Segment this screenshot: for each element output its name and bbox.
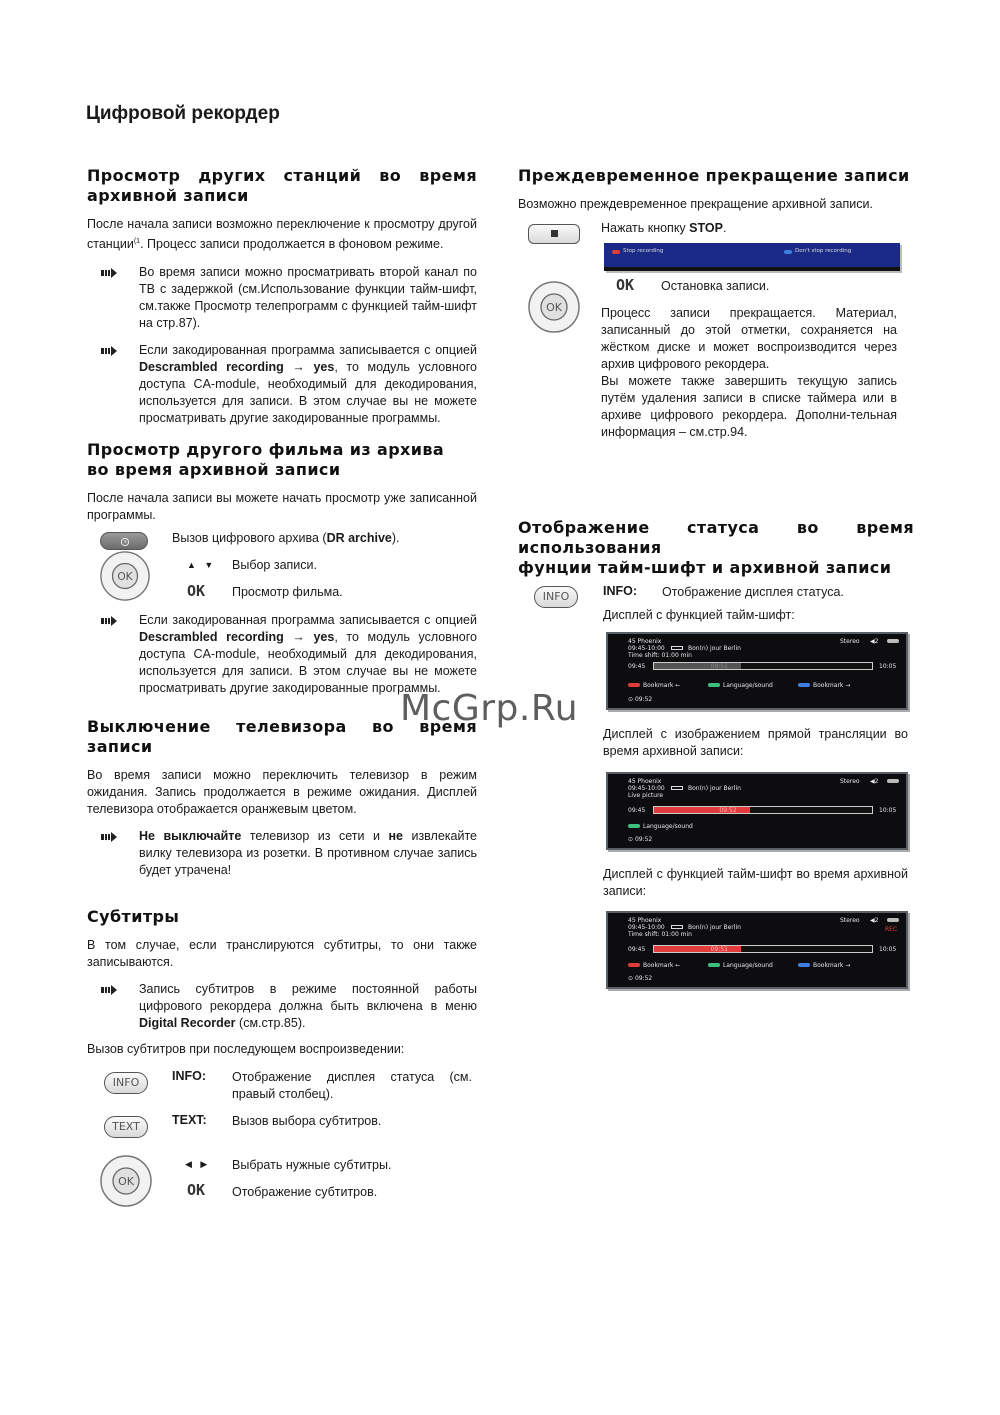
section-title-other-stations — [87, 166, 477, 206]
stereo-label: Stereo — [840, 638, 860, 645]
stop-button[interactable] — [528, 224, 580, 244]
record-bar-icon — [671, 786, 683, 790]
start-time: 09:45 — [628, 663, 646, 670]
text: yes — [313, 360, 335, 375]
intro-paragraph: Во время записи можно переключить телевизор в режим ожидания. Запись продолжается в режиме ожидания. Дисплей телевизора отображается оранжевым цветом. — [87, 768, 477, 817]
clock: ⊙ 09:52 — [628, 836, 653, 843]
row-text: Остановка записи. — [661, 279, 770, 293]
program-title: Bon(n) jour Berlin — [688, 785, 741, 792]
text: Descrambled recording — [139, 360, 284, 375]
text: (см.стр.85). — [235, 1016, 306, 1031]
up-down-keys: ▲ ▼ — [187, 560, 217, 571]
note — [87, 342, 477, 427]
note-text: Во время записи можно просматривать второй канал по ТВ с задержкой (см.Использование функции тайм-шифт, см.также Просмотр телепрограмм с функцией тайм-шифт на стр.87). — [139, 265, 477, 331]
red-key-icon — [628, 683, 640, 687]
text: Если закодированная программа записывается с опцией — [139, 613, 477, 628]
subtitle-call-text: Вызов субтитров при последующем воспроизведении: — [87, 1042, 405, 1057]
channel-name: 45 Phoenix — [628, 917, 662, 924]
progress-bar — [653, 945, 873, 953]
arrow-note-icon — [101, 268, 117, 278]
row-text: Отображение дисплея статуса (см. правый столбец). — [232, 1070, 472, 1102]
green-key-icon — [708, 683, 720, 687]
text: Digital Recorder — [139, 1016, 236, 1031]
text-key-label: TEXT: — [172, 1113, 207, 1128]
channel-name: 45 Phoenix — [628, 638, 662, 645]
watermark: McGrp.Ru — [400, 688, 579, 729]
stop-icon — [551, 230, 558, 237]
arrow-glyph: → — [292, 630, 305, 645]
text: Нажать кнопку — [601, 221, 690, 235]
dont-stop-option[interactable]: Don't stop recording — [795, 248, 852, 254]
end-time: 10:05 — [879, 946, 897, 953]
time-range: 09:45-10:00 — [628, 924, 665, 931]
note — [87, 264, 477, 332]
end-time: 10:05 — [879, 663, 897, 670]
progress-fill — [654, 663, 741, 669]
stop-section — [518, 218, 914, 468]
live-picture-label: Live picture — [628, 792, 664, 799]
text-button[interactable]: TEXT — [104, 1116, 148, 1138]
speaker-icon: ◀2 — [870, 638, 879, 645]
text: Descrambled recording — [139, 630, 284, 645]
title-line: Просмотр других станций во время — [87, 166, 477, 185]
svg-text:OK: OK — [546, 301, 562, 314]
text: извлекайте вилку телевизора из розетки. В противном случае запись будет утрачена! — [139, 829, 477, 878]
section-title-status — [518, 518, 914, 578]
program-title: Bon(n) jour Berlin — [688, 924, 741, 931]
text: Запись субтитров в режиме постоянной работы цифрового рекордера должна быть включена в меню — [139, 982, 477, 1014]
ok-key-label: OK — [187, 1181, 206, 1200]
text: телевизор из сети и — [241, 829, 389, 844]
note — [87, 828, 477, 879]
row-text: Отображение дисплея статуса. — [662, 585, 844, 599]
time-range: 09:45-10:00 — [628, 785, 665, 792]
green-key-icon — [708, 963, 720, 967]
dr-archive-button[interactable] — [100, 532, 148, 550]
stop-confirm-bar — [604, 243, 900, 271]
ok-key-label: OK — [187, 582, 206, 601]
timeshift-info: Time shift: 01:00 min — [628, 652, 692, 659]
note-text — [139, 342, 477, 427]
title-line: архивной записи — [87, 186, 249, 205]
clock-time: 09:52 — [634, 975, 653, 982]
start-time: 09:45 — [628, 807, 646, 814]
red-key-icon — [628, 963, 640, 967]
speaker-icon: ◀2 — [870, 778, 879, 785]
text: . Процесс записи продолжается в фоновом режиме. — [140, 237, 444, 252]
language-sound[interactable]: Language/sound — [723, 962, 773, 969]
text: . — [722, 221, 727, 235]
language-sound[interactable]: Language/sound — [723, 682, 773, 689]
clock-time: 09:52 — [634, 836, 653, 843]
note-text — [139, 828, 477, 879]
svg-text:OK: OK — [117, 571, 133, 584]
page-title: Цифровой рекордер — [86, 103, 280, 124]
ok-key-label: OK — [616, 276, 635, 294]
rec-indicator: REC — [885, 926, 898, 933]
title-line: Отображение статуса во время — [518, 518, 914, 537]
row-text: Выбор записи. — [232, 558, 317, 573]
ok-navigation-ring-icon[interactable] — [99, 1154, 153, 1208]
text: DR archive — [326, 531, 392, 546]
archive-controls — [87, 530, 477, 612]
text: После начала записи возможно переключение к просмотру другой станции — [87, 217, 477, 252]
record-bar-icon — [671, 646, 683, 650]
red-key-icon — [612, 250, 620, 254]
signal-icon — [887, 639, 899, 643]
title-line: Просмотр другого фильма из архива — [87, 440, 445, 460]
text: Если закодированная программа записывается с опцией — [139, 343, 477, 358]
caption-timeshift: Дисплей с функцией тайм-шифт: — [603, 608, 795, 622]
note-text — [139, 981, 477, 1032]
text: , то модуль условного доступа CA-module, необходимый для декодирования, используется для записи. В этом случае вы не можете просматривать другие закодированные программы. — [139, 630, 477, 696]
note — [87, 981, 477, 1032]
body-paragraph: Процесс записи прекращается. Материал, записанный до этой отметки, сохраняется на жёстком диске и может воспроизводится через архив цифрового рекордера. — [601, 306, 897, 371]
title-line: использования — [518, 538, 662, 557]
blue-key-icon — [798, 963, 810, 967]
row-text: Просмотр фильма. — [232, 585, 343, 600]
blue-key-icon — [784, 250, 792, 254]
position-time: 09:51 — [710, 946, 728, 953]
row-text: Вызов выбора субтитров. — [232, 1114, 382, 1129]
intro-paragraph — [87, 216, 477, 253]
signal-icon — [887, 918, 899, 922]
text: STOP — [689, 221, 723, 235]
arrow-note-icon — [101, 832, 117, 842]
end-time: 10:05 — [879, 807, 897, 814]
body-paragraph: Вы можете также завершить текущую запись путём удаления записи в списке таймера или в архиве цифрового рекордера. Дополни-тельная информация – см.стр.94. — [601, 374, 897, 439]
info-button[interactable]: INFO — [534, 586, 578, 608]
note-text — [139, 612, 477, 697]
position-time: 09:52 — [719, 807, 737, 814]
section-title-archive-movie — [87, 440, 477, 480]
clock-time: 09:52 — [634, 696, 653, 703]
info-key-label: INFO: — [172, 1069, 207, 1084]
text: не — [388, 829, 403, 844]
status-display-live — [606, 772, 908, 850]
title-line: фунции тайм-шифт и архивной записи — [518, 558, 892, 577]
caption-timeshift-recording: Дисплей с функцией тайм-шифт во время архивной записи: — [603, 867, 908, 898]
arrow-note-icon — [101, 616, 117, 626]
text: ). — [391, 531, 400, 546]
status-display-timeshift-recording — [606, 911, 908, 989]
text: , то модуль условного доступа CA-module, необходимый для декодирования, используется для записи. В этом случае вы не можете просматривать другие закодированные программы. — [139, 360, 477, 426]
stereo-label: Stereo — [840, 917, 860, 924]
clock: ⊙ 09:52 — [628, 696, 653, 703]
speaker-icon: ◀2 — [870, 917, 879, 924]
bookmark-forward[interactable]: Bookmark → — [813, 962, 851, 969]
bookmark-forward[interactable]: Bookmark → — [813, 682, 851, 689]
status-display-timeshift — [606, 632, 908, 710]
ok-navigation-ring-icon[interactable] — [99, 550, 151, 602]
progress-bar — [653, 806, 873, 814]
arrow-note-icon — [101, 346, 117, 356]
stop-recording-option[interactable]: Stop recording — [623, 248, 664, 254]
intro-paragraph: В том случае, если транслируются субтитры, то они также записываются. — [87, 938, 477, 970]
row-text: Отображение субтитров. — [232, 1185, 378, 1200]
bookmark-back[interactable]: Bookmark ← — [643, 962, 681, 969]
intro-paragraph: После начала записи вы можете начать просмотр уже записанной программы. — [87, 491, 477, 523]
language-sound[interactable]: Language/sound — [643, 823, 693, 830]
recording-fill — [654, 946, 741, 952]
row-text — [601, 220, 726, 237]
ok-navigation-ring-icon[interactable] — [527, 280, 581, 334]
arrow-note-icon — [101, 985, 117, 995]
right-column — [518, 166, 914, 1026]
start-time: 09:45 — [628, 946, 646, 953]
time-range: 09:45-10:00 — [628, 645, 665, 652]
left-right-keys: ◀ ▶ — [185, 1159, 211, 1170]
stereo-label: Stereo — [840, 778, 860, 785]
row-text — [172, 530, 400, 547]
section-title-early-stop: Преждевременное прекращение записи — [518, 166, 910, 185]
clock: ⊙ 09:52 — [628, 975, 653, 982]
footnote-mark: (1 — [133, 238, 141, 245]
section-title-subtitles: Субтитры — [87, 907, 180, 927]
title-line: Выключение телевизора во время — [87, 717, 477, 737]
channel-name: 45 Phoenix — [628, 778, 662, 785]
status-section — [518, 586, 914, 1026]
text: Не выключайте — [139, 829, 242, 844]
info-button[interactable]: INFO — [104, 1072, 148, 1094]
svg-text:OK: OK — [118, 1175, 134, 1189]
text: yes — [313, 630, 335, 645]
intro-paragraph: Возможно преждевременное прекращение архивной записи. — [518, 197, 873, 211]
bookmark-back[interactable]: Bookmark ← — [643, 682, 681, 689]
progress-bar — [653, 662, 873, 670]
title-line: записи — [87, 737, 153, 757]
arrow-glyph: → — [292, 360, 305, 375]
program-title: Bon(n) jour Berlin — [688, 645, 741, 652]
caption-live: Дисплей с изображением прямой трансляции во время архивной записи: — [603, 727, 908, 758]
note — [87, 612, 477, 697]
title-line: во время архивной записи — [87, 460, 341, 480]
timeshift-info: Time shift: 01:00 min — [628, 931, 692, 938]
text: Вызов цифрового архива ( — [172, 531, 327, 546]
position-time: 09:51 — [710, 663, 728, 670]
info-key-label: INFO: — [603, 584, 638, 598]
green-key-icon — [628, 824, 640, 828]
row-text: Выбрать нужные субтитры. — [232, 1158, 392, 1173]
signal-icon — [887, 779, 899, 783]
record-bar-icon — [671, 925, 683, 929]
subtitle-controls — [87, 1064, 477, 1224]
blue-key-icon — [798, 683, 810, 687]
clock-icon — [120, 537, 130, 547]
